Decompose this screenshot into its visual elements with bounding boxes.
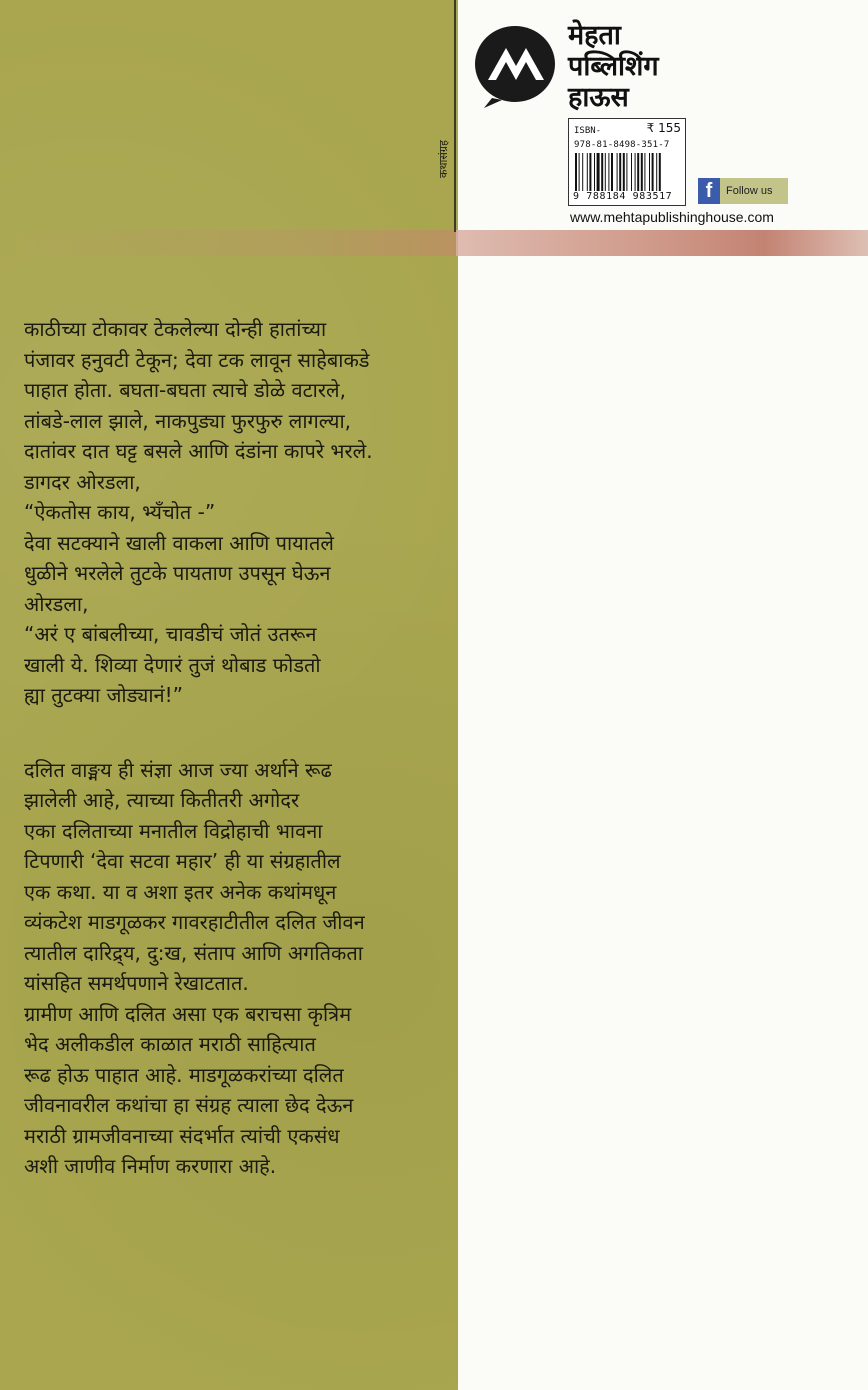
blurb-line: अशी जाणीव निर्माण करणारा आहे. [24, 1154, 277, 1178]
spine-divider [454, 0, 456, 232]
publisher-name-line-2: पब्लिशिंग [568, 51, 659, 82]
publisher-name-line-3: हाऊस [568, 82, 629, 113]
blurb-line: मराठी ग्रामजीवनाच्या संदर्भात त्यांची एकसंध [24, 1123, 340, 1148]
facebook-icon: f [698, 178, 720, 204]
blurb-line: ह्या तुटक्या जोड्यानं!” [24, 683, 184, 707]
facebook-follow-button[interactable] [698, 178, 788, 204]
publisher-name [568, 20, 659, 113]
blurb-line: ग्रामीण आणि दलित असा एक बराचसा कृत्रिम [24, 1001, 352, 1026]
barcode-digits: 9 788184 983517 [573, 191, 673, 202]
blurb-line: एका दलिताच्या मनातील विद्रोहाची भावना [24, 818, 323, 843]
price-label: ₹ 155 [646, 121, 681, 135]
barcode-label [568, 118, 686, 206]
blurb-excerpt [24, 314, 452, 711]
blurb-line: भेद अलीकडील काळात मराठी साहित्यात [24, 1032, 316, 1056]
blurb-line: झालेली आहे, त्याच्या कितीतरी अगोदर [24, 788, 300, 812]
blurb-line: देवा सटक्याने खाली वाकला आणि पायातले [24, 530, 334, 555]
blurb-line: ओरडला, [24, 591, 89, 616]
publisher-logo-icon [472, 24, 558, 108]
barcode-icon [575, 153, 681, 191]
blurb-line: धुळीने भरलेले तुटके पायताण उपसून घेऊन [24, 561, 331, 585]
blurb-line: पंजावर हनुवटी टेकून; देवा टक लावून साहेबाकडे [24, 347, 370, 372]
blurb-description [24, 755, 452, 1182]
blurb-line: रूढ होऊ पाहात आहे. माडगूळकरांच्या दलित [24, 1062, 344, 1087]
blurb-line: पाहात होता. बघता-बघता त्याचे डोळे वटारले, [24, 378, 346, 402]
blurb-line: यांसहित समर्थपणाने रेखाटतात. [24, 971, 249, 995]
blurb-line: जीवनावरील कथांचा हा संग्रह त्याला छेद देऊन [24, 1093, 354, 1117]
blurb-line: काठीच्या टोकावर टेकलेल्या दोन्ही हातांच्या [24, 317, 327, 341]
blurb-line: “ऐकतोस काय, भ्यँचोत -” [24, 500, 216, 524]
blurb-line: डागदर ओरडला, [24, 469, 141, 494]
decorative-band [456, 230, 868, 256]
blurb-line: दलित वाङ्मय ही संज्ञा आज ज्या अर्थाने रूढ [24, 757, 332, 782]
isbn-label: ISBN- [574, 126, 602, 136]
back-cover-blurb [24, 314, 452, 1182]
publisher-website-link[interactable]: www.mehtapublishinghouse.com [570, 209, 774, 225]
blurb-line: त्यातील दारिद्र्य, दु:ख, संताप आणि अगतिकता [24, 940, 363, 965]
blurb-line: खाली ये. शिव्या देणारं तुजं थोबाड फोडतो [24, 652, 321, 677]
isbn-number: 978-81-8498-351-7 [574, 140, 670, 150]
follow-label: Follow us [726, 185, 773, 197]
blurb-line: एक कथा. या व अशा इतर अनेक कथांमधून [24, 879, 337, 904]
blurb-line: व्यंकटेश माडगूळकर गावरहाटीतील दलित जीवन [24, 910, 365, 934]
blurb-line: दातांवर दात घट्ट बसले आणि दंडांना कापरे भरले. [24, 439, 373, 463]
publisher-name-line-1: मेहता [568, 20, 621, 51]
blurb-line: तांबडे-लाल झाले, नाकपुड्या फुरफुरु लागल्या, [24, 408, 352, 433]
blurb-line: “अरं ए बांबलीच्या, चावडीचं जोतं उतरून [24, 622, 317, 646]
blurb-line: टिपणारी ‘देवा सटवा महार’ ही या संग्रहातील [24, 849, 341, 873]
decorative-band-left [0, 230, 458, 256]
spine-genre-label: कथासंग्रह [437, 140, 450, 178]
